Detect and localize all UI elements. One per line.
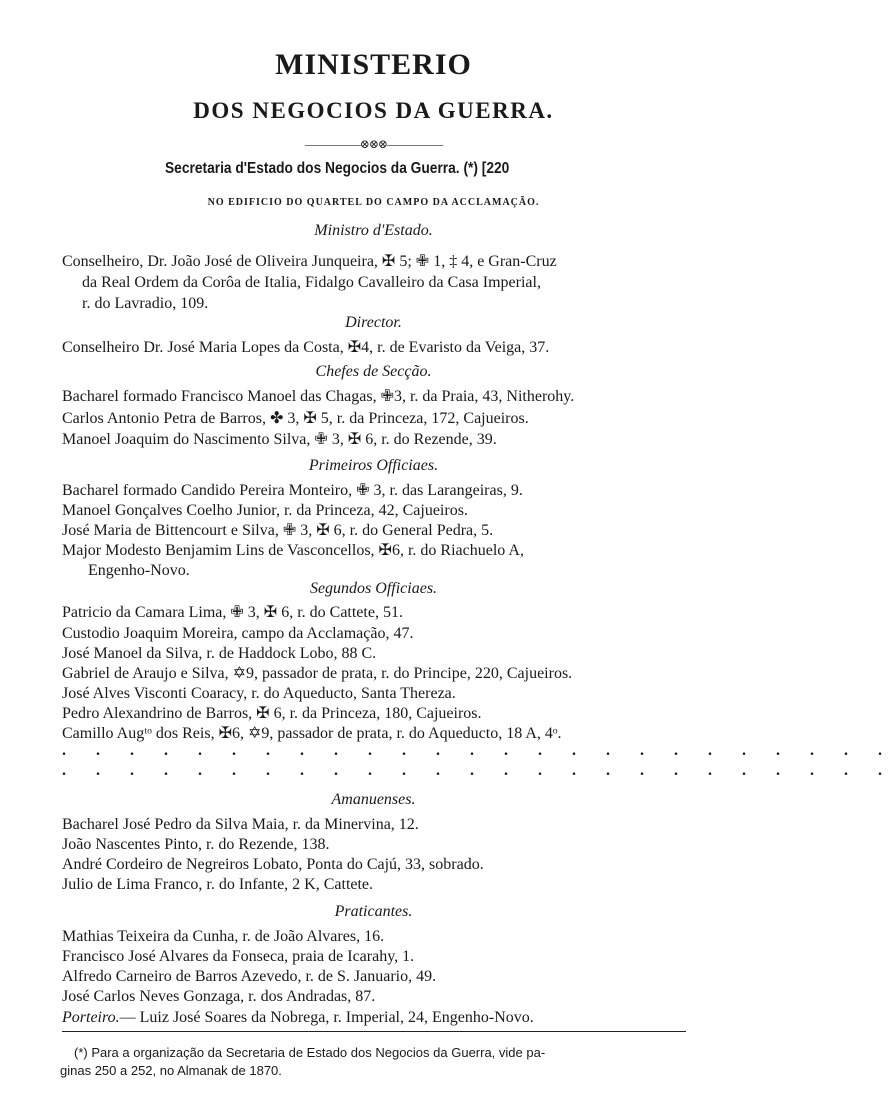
- ministro-line-3: r. do Lavradio, 109.: [82, 295, 209, 312]
- heading-director: Director.: [345, 314, 402, 331]
- page-subtitle: DOS NEGOCIOS DA GUERRA.: [193, 98, 554, 123]
- segundos-line-7: Camillo Augᵗᵒ dos Reis, ✠6, ✡9, passador de prata, r. do Aqueducto, 18 A, 4ᵒ.: [62, 725, 562, 742]
- segundos-line-3: José Manoel da Silva, r. de Haddock Lobo, 88 C.: [62, 645, 377, 662]
- ornament-rule: —————⊗⊗⊗—————: [304, 137, 443, 151]
- footnote-line-2: ginas 250 a 252, no Almanak de 1870.: [60, 1063, 282, 1078]
- ministro-line-2: da Real Ordem da Corôa de Italia, Fidalgo Cavalleiro da Casa Imperial,: [82, 274, 541, 291]
- director-line-1: Conselheiro Dr. José Maria Lopes da Costa, ✠4, r. de Evaristo da Veiga, 37.: [62, 339, 550, 356]
- page-title: MINISTERIO: [275, 48, 472, 81]
- ellipsis-row-2: . . . . . . . . . . . . . . . . . . . . . . . . .: [62, 762, 895, 779]
- heading-praticantes: Praticantes.: [334, 903, 413, 920]
- heading-primeiros: Primeiros Officiaes.: [308, 457, 439, 474]
- amanuenses-line-3: André Cordeiro de Negreiros Lobato, Ponta do Cajú, 33, sobrado.: [62, 856, 484, 873]
- primeiros-line-1: Bacharel formado Candido Pereira Monteiro, ✙ 3, r. das Larangeiras, 9.: [62, 482, 523, 499]
- praticantes-line-4: José Carlos Neves Gonzaga, r. dos Andradas, 87.: [62, 988, 376, 1005]
- chefes-line-2: Carlos Antonio Petra de Barros, ✤ 3, ✠ 5, r. da Princeza, 172, Cajueiros.: [62, 410, 529, 427]
- amanuenses-line-2: João Nascentes Pinto, r. do Rezende, 138.: [62, 836, 330, 853]
- heading-ministro: Ministro d'Estado.: [314, 222, 433, 239]
- heading-segundos: Segundos Officiaes.: [309, 580, 438, 597]
- porteiro-line: [62, 1008, 534, 1028]
- primeiros-line-3: José Maria de Bittencourt e Silva, ✙ 3, ✠ 6, r. do General Pedra, 5.: [62, 522, 494, 539]
- footnote-rule: [62, 1031, 686, 1032]
- praticantes-line-1: Mathias Teixeira da Cunha, r. de João Alvares, 16.: [62, 928, 385, 945]
- heading-chefes: Chefes de Secção.: [315, 363, 432, 380]
- secretaria-line: Secretaria d'Estado dos Negocios da Guerra. (*) [220: [165, 160, 510, 177]
- porteiro-text: — Luiz José Soares da Nobrega, r. Imperial, 24, Engenho-Novo.: [119, 1009, 534, 1026]
- segundos-line-4: Gabriel de Araujo e Silva, ✡9, passador de prata, r. do Principe, 220, Cajueiros.: [62, 665, 573, 682]
- chefes-line-1: Bacharel formado Francisco Manoel das Chagas, ✙3, r. da Praia, 43, Nitherohy.: [62, 388, 575, 405]
- porteiro-label: Porteiro.: [62, 1009, 120, 1026]
- ellipsis-row-1: . . . . . . . . . . . . . . . . . . . . . . . . .: [62, 742, 895, 759]
- praticantes-line-2: Francisco José Alvares da Fonseca, praia de Icarahy, 1.: [62, 948, 415, 965]
- primeiros-line-4: Major Modesto Benjamim Lins de Vasconcellos, ✠6, r. do Riachuelo A,: [62, 542, 524, 559]
- amanuenses-line-4: Julio de Lima Franco, r. do Infante, 2 K, Cattete.: [62, 876, 374, 893]
- segundos-line-6: Pedro Alexandrino de Barros, ✠ 6, r. da Princeza, 180, Cajueiros.: [62, 705, 482, 722]
- praticantes-line-3: Alfredo Carneiro de Barros Azevedo, r. de S. Januario, 49.: [62, 968, 437, 985]
- segundos-line-5: José Alves Visconti Coaracy, r. do Aqueducto, Santa Thereza.: [62, 685, 456, 702]
- chefes-line-3: Manoel Joaquim do Nascimento Silva, ✙ 3, ✠ 6, r. do Rezende, 39.: [62, 431, 497, 448]
- heading-amanuenses: Amanuenses.: [331, 791, 416, 808]
- edificio-line: NO EDIFICIO DO QUARTEL DO CAMPO DA ACCLAMAÇÃO.: [207, 197, 540, 208]
- footnote-line-1: (*) Para a organização da Secretaria de Estado dos Negocios da Guerra, vide pa-: [74, 1045, 546, 1060]
- primeiros-line-5: Engenho-Novo.: [88, 562, 190, 579]
- primeiros-line-2: Manoel Gonçalves Coelho Junior, r. da Princeza, 42, Cajueiros.: [62, 502, 468, 519]
- ministro-line-1: Conselheiro, Dr. João José de Oliveira Junqueira, ✠ 5; ✙ 1, ‡ 4, e Gran-Cruz: [62, 253, 557, 270]
- amanuenses-line-1: Bacharel José Pedro da Silva Maia, r. da Minervina, 12.: [62, 816, 419, 833]
- segundos-line-1: Patricio da Camara Lima, ✙ 3, ✠ 6, r. do Cattete, 51.: [62, 604, 403, 621]
- segundos-line-2: Custodio Joaquim Moreira, campo da Acclamação, 47.: [62, 625, 414, 642]
